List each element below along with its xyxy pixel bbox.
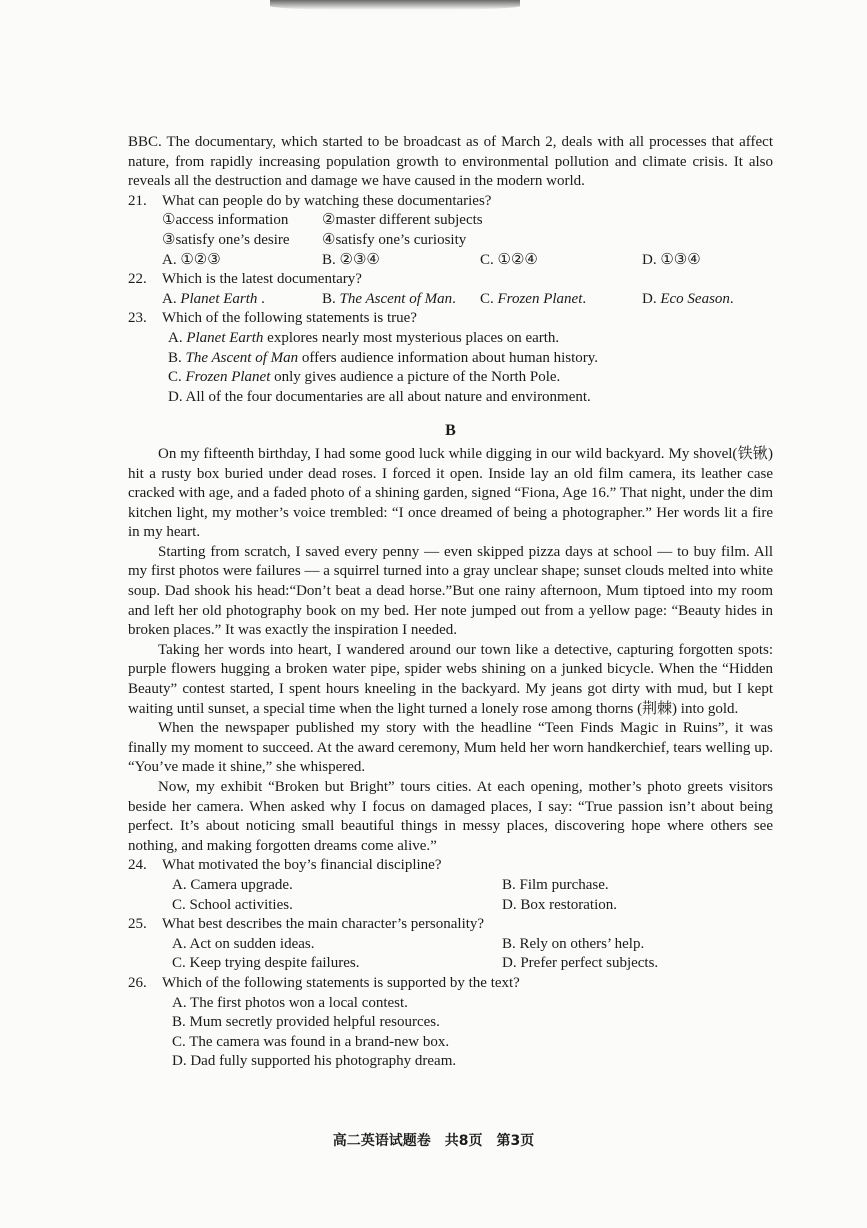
q23-options [128, 329, 773, 407]
q22-option-a: A. Planet Earth . [162, 290, 265, 307]
q24-option-c: C. School activities. [172, 896, 293, 913]
q24-options [128, 876, 773, 915]
q25-option-c: C. Keep trying despite failures. [172, 955, 360, 972]
passage-b-paragraph-1: On my fifteenth birthday, I had some good luck while digging in our wild backyard. My shovel(铁锹) hit a rusty box buried under dead roses. I forced it open. Inside lay an old film camera, its leather case cracked with age, and a faded photo of a shining garden, signed “Fiona, Age 16.” That night, under the dim kitchen light, my mother’s voice trembled: “I once dreamed of being a photographer.” Her words lit a fire in my heart. [128, 445, 773, 541]
question-text: What best describes the main character’s personality? [162, 916, 485, 933]
question-text: Which of the following statements is true? [162, 310, 417, 327]
question-22 [128, 270, 773, 290]
q21-item-3: ③satisfy one’s desire [162, 231, 290, 248]
question-number: 22. [128, 271, 147, 288]
question-text: What can people do by watching these documentaries? [162, 192, 492, 209]
q21-items-row2 [128, 231, 773, 251]
q23-option-b: B. The Ascent of Man offers audience information about human history. [168, 349, 599, 366]
question-26 [128, 974, 773, 994]
q26-option-d: D. Dad fully supported his photography dream. [172, 1053, 457, 1070]
q26-option-b: B. Mum secretly provided helpful resources. [172, 1014, 440, 1031]
question-number: 26. [128, 974, 147, 991]
q24-option-b: B. Film purchase. [502, 876, 609, 893]
intro-paragraph: BBC. The documentary, which started to be broadcast as of March 2, deals with all processes that affect nature, from rapidly increasing population growth to environmental pollution and climate crisis. It also reveals all the destruction and damage we have caused in the modern world. [128, 134, 773, 190]
q21-option-c: C. ①②④ [480, 251, 538, 268]
question-text: Which of the following statements is supported by the text? [162, 974, 520, 991]
q23-option-a: A. Planet Earth explores nearly most mysterious places on earth. [168, 329, 560, 346]
section-heading-b: B [445, 422, 456, 440]
question-number: 25. [128, 916, 147, 933]
passage-b-paragraph-3: Taking her words into heart, I wandered around our town like a detective, capturing forgotten spots: purple flowers hugging a broken water pipe, spider webs shining on a junked bicycle. When the “Hidden Beauty” contest started, I spent hours kneeling in the backyard. My jeans got dirty with mud, but I kept waiting until sunset, a special time when the light turned a lonely rose among thorns (荆棘) into gold. [128, 641, 773, 717]
question-25 [128, 915, 773, 935]
q22-option-d: D. Eco Season. [642, 290, 734, 307]
q21-option-b: B. ②③④ [322, 251, 380, 268]
q25-option-a: A. Act on sudden ideas. [172, 935, 315, 952]
q23-option-d: D. All of the four documentaries are all about nature and environment. [168, 388, 591, 405]
page-footer: 高二英语试题卷 共8页 第3页 [332, 1133, 535, 1149]
q21-option-a: A. ①②③ [162, 251, 221, 268]
question-23 [128, 309, 773, 329]
passage-b-paragraph-2: Starting from scratch, I saved every penny — even skipped pizza days at school — to buy film. All my first photos were failures — a squirrel turned into a gray unclear shape; sunset clouds melted into white soup. Dad shook his head:“Don’t beat a dead horse.”But one rainy afternoon, Mum tiptoed into my room and left her old photography book on my bed. Her note jumped out from a yellow page: “Beauty hides in broken places.” It was exactly the inspiration I needed. [128, 543, 773, 639]
question-21 [128, 192, 773, 212]
q26-option-a: A. The first photos won a local contest. [172, 994, 408, 1011]
q21-options [128, 251, 773, 271]
q21-item-1: ①access information [162, 212, 289, 229]
q25-option-b: B. Rely on others’ help. [502, 935, 645, 952]
passage-b-paragraph-4: When the newspaper published my story with the headline “Teen Finds Magic in Ruins”, it was finally my moment to succeed. At the award ceremony, Mum held her worn handkerchief, tears welling up. “You’ve made it shine,” she whispered. [128, 720, 773, 776]
q22-options [128, 290, 773, 310]
question-24 [128, 856, 773, 876]
q25-options [128, 935, 773, 974]
q22-option-c: C. Frozen Planet. [480, 290, 587, 307]
q24-option-d: D. Box restoration. [502, 896, 617, 913]
q21-item-4: ④satisfy one’s curiosity [322, 231, 467, 248]
q26-option-c: C. The camera was found in a brand-new box. [172, 1033, 450, 1050]
q21-option-d: D. ①③④ [642, 251, 701, 268]
question-text: Which is the latest documentary? [162, 271, 362, 288]
question-number: 21. [128, 192, 147, 209]
q21-items-row1 [128, 211, 773, 231]
question-text: What motivated the boy’s financial discipline? [162, 857, 442, 874]
q24-option-a: A. Camera upgrade. [172, 876, 293, 893]
q25-option-d: D. Prefer perfect subjects. [502, 955, 659, 972]
q22-option-b: B. The Ascent of Man. [322, 290, 456, 307]
q26-options [128, 994, 773, 1072]
question-number: 24. [128, 857, 147, 874]
q21-item-2: ②master different subjects [322, 212, 483, 229]
scan-edge-shadow [270, 0, 520, 10]
q23-option-c: C. Frozen Planet only gives audience a picture of the North Pole. [168, 369, 561, 386]
exam-page [128, 133, 773, 1072]
passage-b-paragraph-5: Now, my exhibit “Broken but Bright” tours cities. At each opening, mother’s photo greets visitors beside her camera. When asked why I focus on damaged places, I say: “True passion isn’t about being perfect. It’s about noticing small beautiful things in messy places, discovering hope where others see nothing, and making forgotten dreams come alive.” [128, 779, 773, 854]
question-number: 23. [128, 310, 147, 327]
